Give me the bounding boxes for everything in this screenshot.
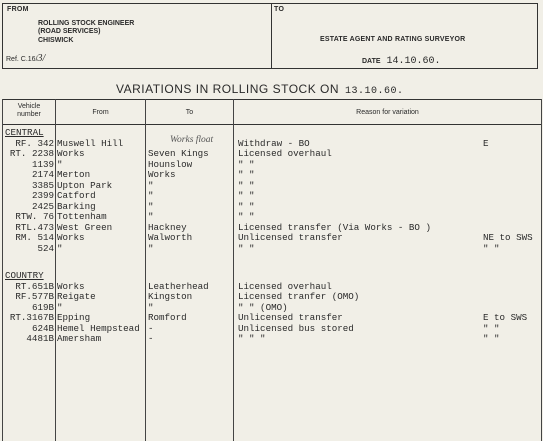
cell-note: NE to SWS [483,232,533,243]
cell-reason: Withdraw - BO [238,137,310,149]
cell-to: " [148,242,154,254]
cell-note: " " [483,242,500,254]
title-text: VARIATIONS IN ROLLING STOCK ON [116,82,340,96]
cell-from: " [57,158,63,170]
cell-vehicle: RTW. 76 [15,211,54,222]
title-date: 13.10.60. [345,86,404,97]
col-header-to: To [185,109,194,116]
cell-to: Walworth [148,232,193,243]
cell-from: Works [57,280,85,292]
cell-reason: Unlicensed bus stored [238,322,354,334]
cell-reason: " " [238,200,255,212]
cell-to: Hackney [148,221,187,233]
cell-from: Reigate [57,291,96,302]
cell-to: Hounslow [148,158,193,170]
cell-reason: Unlicensed transfer [238,232,343,243]
cell-reason: Licensed transfer (Via Works - BO ) [238,221,431,233]
cell-to: Romford [148,312,187,323]
col-rule [233,99,234,441]
cell-from: West Green [57,221,113,233]
cell-from: Catford [57,190,96,201]
ref-value: 3/ [37,53,46,64]
cell-reason: Licensed overhaul [238,280,332,292]
cell-vehicle: 2399 [31,190,54,201]
cell-to: Works [148,169,176,180]
from-label: FROM [7,6,29,13]
col-header-vehicle [4,103,54,119]
cell-to: " [148,200,154,212]
col-rule [145,99,146,441]
to-recipient: ESTATE AGENT AND RATING SURVEYOR [320,36,466,43]
cell-to: Kingston [148,291,193,302]
cell-reason: " " [238,158,255,170]
cell-from: Merton [57,169,91,180]
cell-vehicle: RT.3167B [9,312,54,323]
cell-to: Seven Kings [148,148,209,159]
cell-vehicle: RT.651B [15,280,54,292]
col-rule [2,99,3,441]
cell-vehicle: 624B [31,322,54,334]
cell-reason: Unlicensed transfer [238,312,343,323]
col-header-vehicle-line1: Vehicle [17,103,41,110]
cell-vehicle: 1139 [31,158,54,170]
cell-from: Amersham [57,333,102,344]
cell-from: Hemel Hempstead [57,322,140,334]
cell-reason: " " [238,179,255,191]
cell-to: " [148,301,154,313]
cell-vehicle: RTL.473 [15,221,54,233]
col-header-vehicle-line2: number [17,111,41,118]
cell-to: " [148,179,154,191]
cell-note: E to SWS [483,312,528,323]
cell-reason: " " [238,169,255,180]
cell-note: " " [483,322,500,334]
header-divider [271,4,272,68]
memo-date [362,56,441,67]
from-line-3: CHISWICK [38,36,74,44]
section-heading: CENTRAL [5,127,44,138]
cell-vehicle: 619B [31,301,54,313]
cell-from: Works [57,148,85,159]
col-rule [55,99,56,441]
cell-reason: " " " [238,333,266,344]
reference [6,53,45,64]
cell-vehicle: RT. 2238 [9,148,54,159]
col-header-from: From [92,109,109,116]
cell-from: Upton Park [57,179,113,191]
cell-reason: Licensed tranfer (OMO) [238,291,360,302]
ref-label: Ref. C.16/ [6,56,38,63]
handwritten-note: Works float [170,135,214,145]
table-header-rule [2,124,542,125]
cell-from: Works [57,232,85,243]
cell-reason: Licensed overhaul [238,148,332,159]
cell-from: Barking [57,200,96,212]
section-heading: COUNTRY [5,270,44,281]
cell-reason: " " [238,190,255,201]
date-label: DATE [362,58,381,65]
cell-to: " [148,190,154,201]
cell-from: " [57,301,63,313]
cell-from: Tottenham [57,211,107,222]
cell-to: - [148,333,154,344]
cell-vehicle: 4481B [26,333,54,344]
cell-vehicle: RF.577B [15,291,54,302]
cell-from: Muswell Hill [57,137,124,149]
cell-note: E [483,137,489,149]
cell-to: - [148,322,154,334]
from-line-2: (ROAD SERVICES) [38,28,101,36]
cell-note: " " [483,333,500,344]
cell-to: Leatherhead [148,280,209,292]
from-line-1: ROLLING STOCK ENGINEER [38,20,135,27]
cell-vehicle: 524 [37,242,54,254]
cell-from: Epping [57,312,91,323]
cell-vehicle: 2174 [31,169,54,180]
date-value: 14.10.60. [386,56,441,67]
cell-from: " [57,242,63,254]
page-title [116,82,404,97]
cell-vehicle: 2425 [31,200,54,212]
cell-reason: " " (OMO) [238,301,288,313]
cell-vehicle: 3385 [31,179,54,191]
cell-to: " [148,211,154,222]
cell-reason: " " [238,211,255,222]
cell-vehicle: RF. 342 [15,137,54,149]
cell-reason: " " [238,242,255,254]
from-address [38,20,134,45]
col-rule [541,99,542,441]
table-top-rule [2,99,542,100]
cell-vehicle: RM. 514 [15,232,54,243]
col-header-reason: Reason for variation [356,109,419,116]
to-label: TO [274,6,285,13]
